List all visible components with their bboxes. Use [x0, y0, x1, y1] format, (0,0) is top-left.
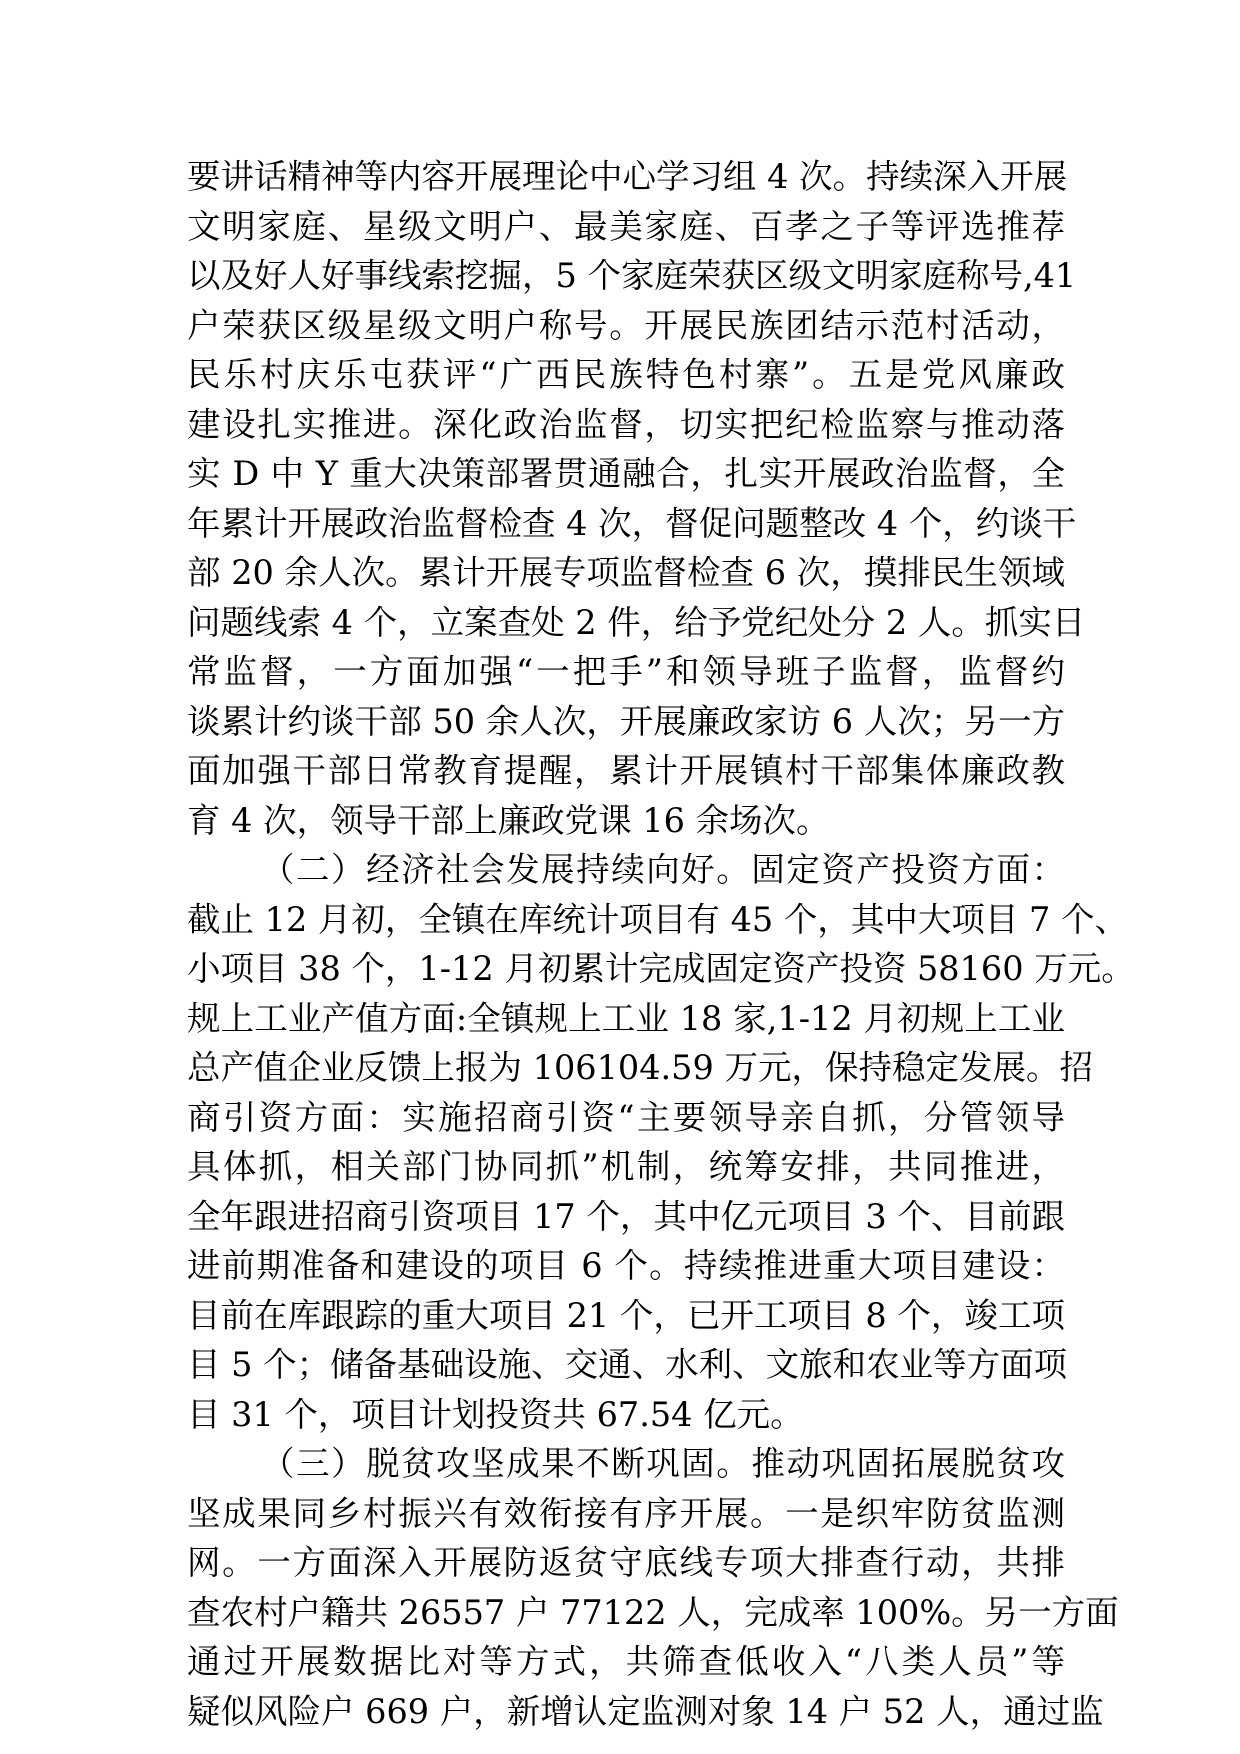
document-body: [187, 152, 1135, 1736]
text-line: 面加强干部日常教育提醒，累计开展镇村干部集体廉政教: [187, 751, 1065, 790]
text-line: 户荣获区级星级文明户称号。开展民族团结示范村活动，: [187, 305, 1065, 345]
text-line: 具体抓，相关部门协同抓”机制，统筹安排，共同推进，: [187, 1147, 1065, 1186]
text-line: 截止 12 月初，全镇在库统计项目有 45 个，其中大项目 7 个、: [187, 899, 1128, 939]
text-line: 全年跟进招商引资项目 17 个，其中亿元项目 3 个、目前跟: [187, 1196, 1065, 1236]
text-line: 实 D 中 Y 重大决策部署贯通融合，扎实开展政治监督，全: [187, 454, 1065, 493]
text-line: 进前期准备和建设的项目 6 个。持续推进重大项目建设：: [187, 1246, 1065, 1285]
text-line: 目 31 个，项目计划投资共 67.54 亿元。: [187, 1394, 804, 1434]
text-line: 总产值企业反馈上报为 106104.59 万元，保持稳定发展。招: [187, 1048, 1093, 1087]
text-line: 小项目 38 个，1-12 月初累计完成固定资产投资 58160 万元。: [187, 949, 1135, 988]
text-line: 查农村户籍共 26557 户 77122 人，完成率 100%。另一方面: [187, 1592, 1119, 1632]
text-line: 文明家庭、星级文明户、最美家庭、百孝之子等评选推荐: [187, 206, 1065, 246]
text-line: 建设扎实推进。深化政治监督，切实把纪检监察与推动落: [187, 404, 1065, 444]
text-line: 民乐村庆乐屯获评“广西民族特色村寨”。五是党风廉政: [187, 355, 1065, 394]
text-line: 目 5 个；储备基础设施、交通、水利、文旅和农业等方面项: [187, 1345, 1068, 1384]
text-line: （二）经济社会发展持续向好。固定资产投资方面：: [261, 850, 1065, 889]
text-line: 谈累计约谈干部 50 余人次，开展廉政家访 6 人次；另一方: [187, 701, 1065, 741]
text-line: 年累计开展政治监督检查 4 次，督促问题整改 4 个，约谈干: [187, 503, 1077, 543]
text-line: （三）脱贫攻坚成果不断巩固。推动巩固拓展脱贫攻: [261, 1444, 1065, 1483]
text-line: 育 4 次，领导干部上廉政党课 16 余场次。: [187, 800, 830, 840]
text-line: 常监督，一方面加强“一把手”和领导班子监督，监督约: [187, 652, 1065, 691]
text-line: 坚成果同乡村振兴有效衔接有序开展。一是织牢防贫监测: [187, 1493, 1065, 1533]
text-line: 问题线索 4 个，立案查处 2 件，给予党纪处分 2 人。抓实日: [187, 602, 1086, 642]
text-line: 规上工业产值方面:全镇规上工业 18 家,1-12 月初规上工业: [187, 998, 1065, 1038]
text-line: 要讲话精神等内容开展理论中心学习组 4 次。持续深入开展: [187, 157, 1068, 196]
text-line: 部 20 余人次。累计开展专项监督检查 6 次，摸排民生领域: [187, 553, 1065, 592]
text-line: 疑似风险户 669 户，新增认定监测对象 14 户 52 人，通过监: [187, 1691, 1104, 1731]
text-line: 目前在库跟踪的重大项目 21 个，已开工项目 8 个，竣工项: [187, 1295, 1065, 1335]
paragraph-3: [187, 1439, 1119, 1736]
paragraph-2: [187, 845, 1135, 1439]
text-line: 通过开展数据比对等方式，共筛查低收入“八类人员”等: [187, 1642, 1065, 1681]
text-line: 以及好人好事线索挖掘，5 个家庭荣获区级文明家庭称号,41: [187, 256, 1077, 295]
text-line: 网。一方面深入开展防返贫守底线专项大排查行动，共排: [187, 1543, 1065, 1582]
text-line: 商引资方面：实施招商引资“主要领导亲自抓，分管领导: [187, 1097, 1065, 1137]
paragraph-1: [187, 152, 1086, 845]
